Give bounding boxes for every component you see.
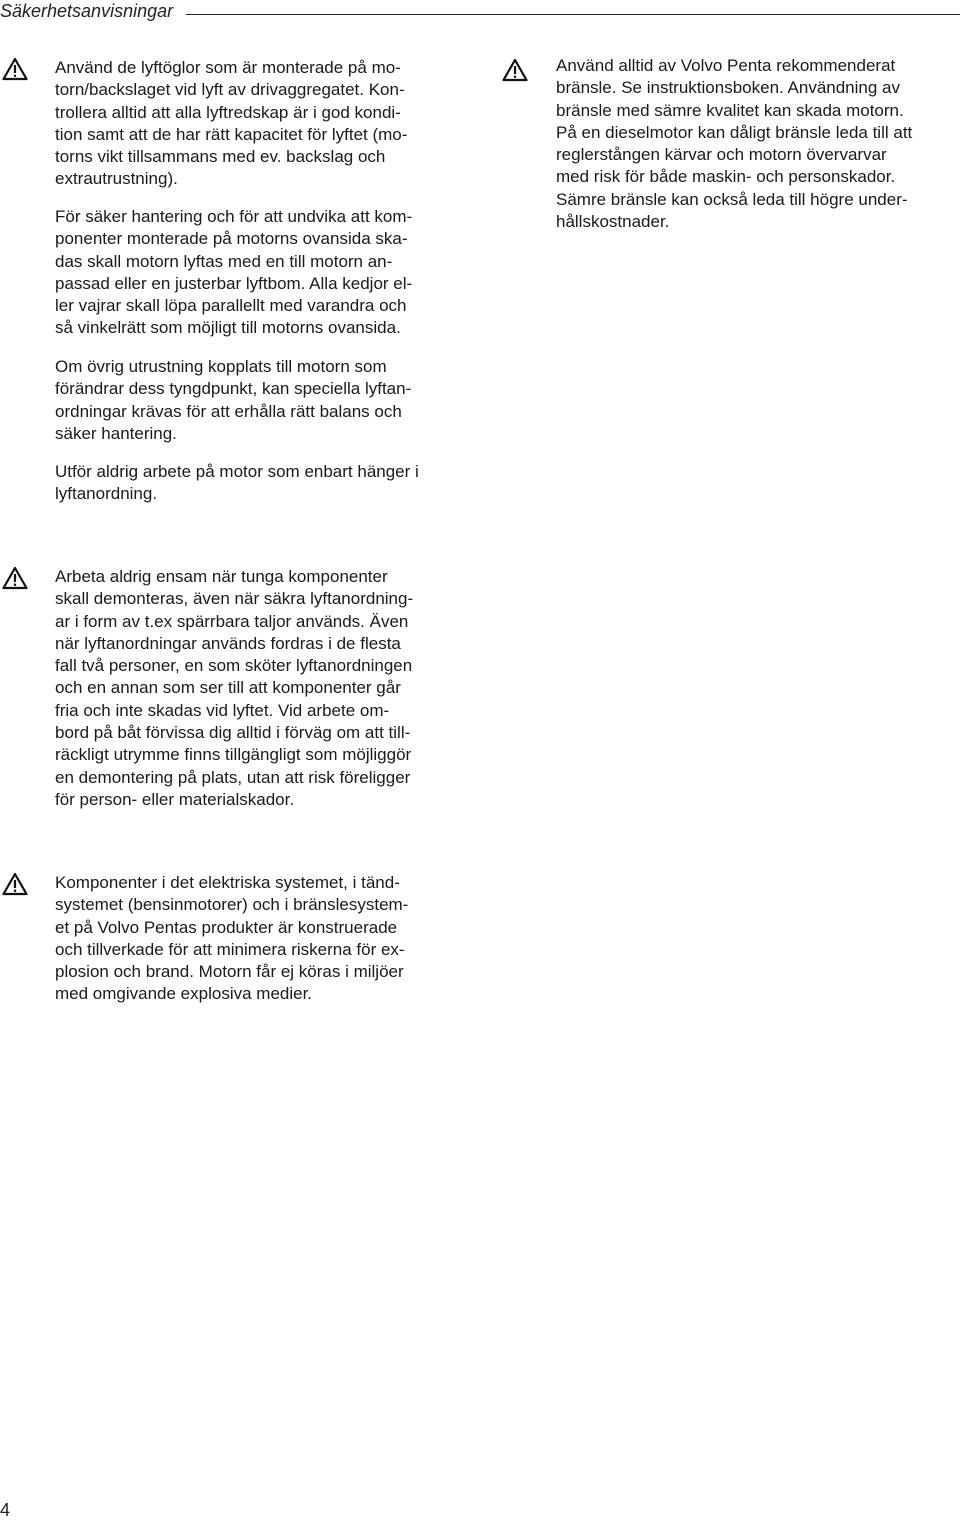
warning-triangle-icon — [2, 566, 28, 590]
warning-1-paragraph-3: Om övrig utrustning kopplats till motorn som förändrar dess tyngdpunkt, kan speciella lyftan- ordningar krävas för att erhålla rätt balans och säker hantering. — [55, 357, 412, 443]
warning-1-paragraph-4: Utför aldrig arbete på motor som enbart hänger i lyftanordning. — [55, 462, 419, 504]
warning-2-paragraph-1: Arbeta aldrig ensam när tunga komponenter skall demonteras, även när säkra lyftanordning- ar i form av t.ex spärrbara taljor används. Även när lyftanordningar används fordras i de flesta fall två personer, en som sköter lyftanordningen och en annan som ser till att komponenter går fria och inte skadas vid lyftet. Vid arbete om- bord på båt förvissa dig alltid i förväg om att till- räckligt utrymme finns tillgängligt som möjliggör en demontering på plats, utan att risk föreligger för person- eller materialskador. — [55, 567, 414, 809]
warning-1-paragraph-2: För säker hantering och för att undvika att kom- ponenter monterade på motorns ovansida ska- das skall motorn lyftas med en till motorn an- passad eller en justerbar lyftbom. Alla kedjor el- ler vajrar skall löpa parallellt med varandra och så vinkelrätt som möjligt till motorns ovansida. — [55, 207, 413, 338]
warning-4-paragraph-1: Använd alltid av Volvo Penta rekommenderat bränsle. Se instruktionsboken. Användning av bränsle med sämre kvalitet kan skada motorn. På en dieselmotor kan dåligt bränsle leda till att reglerstången kärvar och motorn övervarvar med risk för både maskin- och personskador. Sämre bränsle kan också leda till högre under- hållskostnader. — [556, 56, 913, 232]
warning-triangle-icon — [2, 872, 28, 896]
warning-triangle-icon — [2, 57, 28, 81]
page-number: 4 — [0, 1500, 11, 1520]
warning-1-paragraph-1: Använd de lyftöglor som är monterade på mo- torn/backslaget vid lyft av drivaggregatet. Kon- trollera alltid att alla lyftredskap är i god kondi- tion samt att de har rätt kapacitet för lyftet (mo- torns vikt tillsammans med ev. backslag och extrautrustning). — [55, 58, 408, 189]
page-header-title: Säkerhetsanvisningar — [0, 1, 174, 21]
warning-3-paragraph-1: Komponenter i det elektriska systemet, i tänd- systemet (bensinmotorer) och i bränslesystem- et på Volvo Pentas produkter är konstruerade och tillverkade för att minimera riskerna för ex- plosion och brand. Motorn får ej köras i miljöer med omgivande explosiva medier. — [55, 873, 409, 1004]
warning-triangle-icon — [502, 58, 528, 82]
header-rule — [186, 14, 960, 15]
